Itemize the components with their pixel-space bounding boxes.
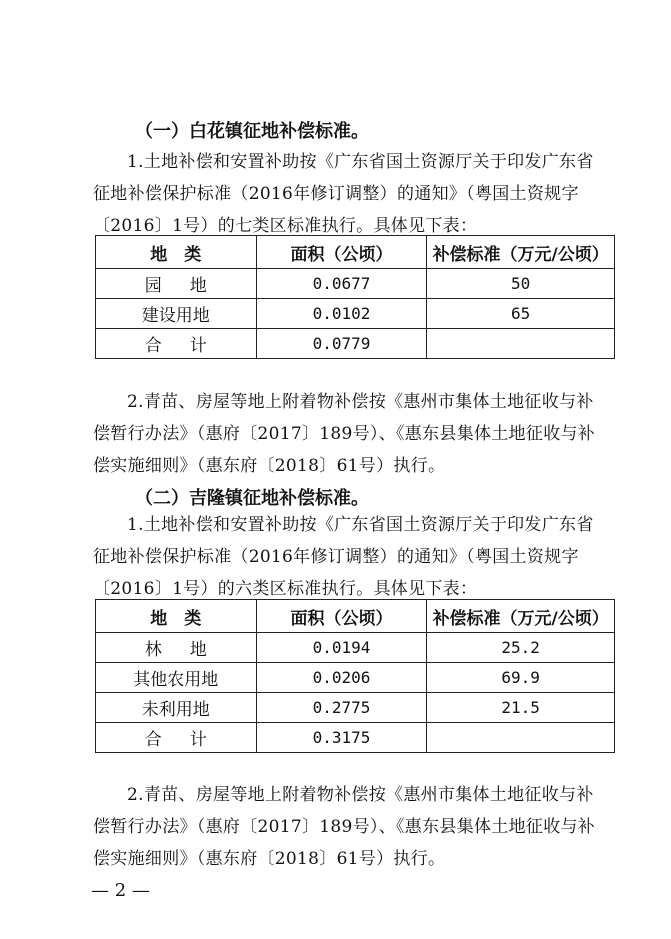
section1-para1-line1: 1.土地补偿和安置补助按《广东省国土资源厅关于印发广东省 [127,152,594,172]
section2-heading: （二）吉隆镇征地补偿标准。 [135,488,369,509]
table-cell-area: 0.3175 [256,723,427,753]
table-header-area: 面积（公顷） [256,236,427,269]
table-row [96,693,615,723]
section2-paragraph2 [93,779,618,875]
table-header-row [96,236,615,269]
table-cell-land-type: 园地 [96,269,257,299]
table-cell-land-type: 未利用地 [96,693,257,723]
table-cell-standard [427,329,615,359]
section1-heading: （一）白花镇征地补偿标准。 [135,121,369,142]
section2-para2-line1: 2.青苗、房屋等地上附着物补偿按《惠州市集体土地征收与补 [127,785,594,805]
table-cell-standard: 69.9 [427,663,615,693]
section2-paragraph1 [93,509,618,605]
table-cell-area: 0.0677 [256,269,427,299]
table-header-area: 面积（公顷） [256,600,427,633]
table-cell-land-type: 林地 [96,633,257,663]
table-cell-area: 0.2775 [256,693,427,723]
table-header-row [96,600,615,633]
table-cell-standard: 65 [427,299,615,329]
table-row [96,723,615,753]
table-cell-land-type: 建设用地 [96,299,257,329]
table-row [96,299,615,329]
table-cell-standard: 50 [427,269,615,299]
table-cell-standard [427,723,615,753]
section1-para2-line1: 2.青苗、房屋等地上附着物补偿按《惠州市集体土地征收与补 [127,392,594,412]
table-cell-area: 0.0194 [256,633,427,663]
section1-para2-line3: 偿实施细则》（惠东府〔2018〕61号）执行。 [93,456,446,476]
table-header-standard: 补偿标准（万元/公顷） [427,600,615,633]
page-number: — 2 — [91,880,150,901]
section2-para2-line3: 偿实施细则》（惠东府〔2018〕61号）执行。 [93,849,446,869]
section2-table [95,599,615,753]
table-row [96,269,615,299]
table-cell-area: 0.0102 [256,299,427,329]
table-header-standard: 补偿标准（万元/公顷） [427,236,615,269]
table-cell-area: 0.0206 [256,663,427,693]
table-cell-land-type: 其他农用地 [96,663,257,693]
table-header-land-type: 地 类 [96,236,257,269]
table-row [96,663,615,693]
section1-table [95,235,615,359]
table-cell-area: 0.0779 [256,329,427,359]
table-cell-standard: 25.2 [427,633,615,663]
table-cell-land-type: 合计 [96,723,257,753]
section1-para1-line2: 征地补偿保护标准（2016年修订调整）的通知》（粤国土资规字 [93,184,579,204]
section2-para1-line3: 〔2016〕1号）的六类区标准执行。具体见下表： [93,579,478,599]
section2-para1-line1: 1.土地补偿和安置补助按《广东省国土资源厅关于印发广东省 [127,515,594,535]
section2-para2-line2: 偿暂行办法》（惠府〔2017〕189号）、《惠东县集体土地征收与补 [93,817,596,837]
section1-para1-line3: 〔2016〕1号）的七类区标准执行。具体见下表： [93,216,478,236]
table-row [96,329,615,359]
table-row [96,633,615,663]
table-cell-standard: 21.5 [427,693,615,723]
table-cell-land-type: 合计 [96,329,257,359]
section1-para2-line2: 偿暂行办法》（惠府〔2017〕189号）、《惠东县集体土地征收与补 [93,424,596,444]
section1-paragraph2 [93,386,618,482]
section2-para1-line2: 征地补偿保护标准（2016年修订调整）的通知》（粤国土资规字 [93,547,579,567]
table-header-land-type: 地 类 [96,600,257,633]
section1-paragraph1 [93,146,618,242]
